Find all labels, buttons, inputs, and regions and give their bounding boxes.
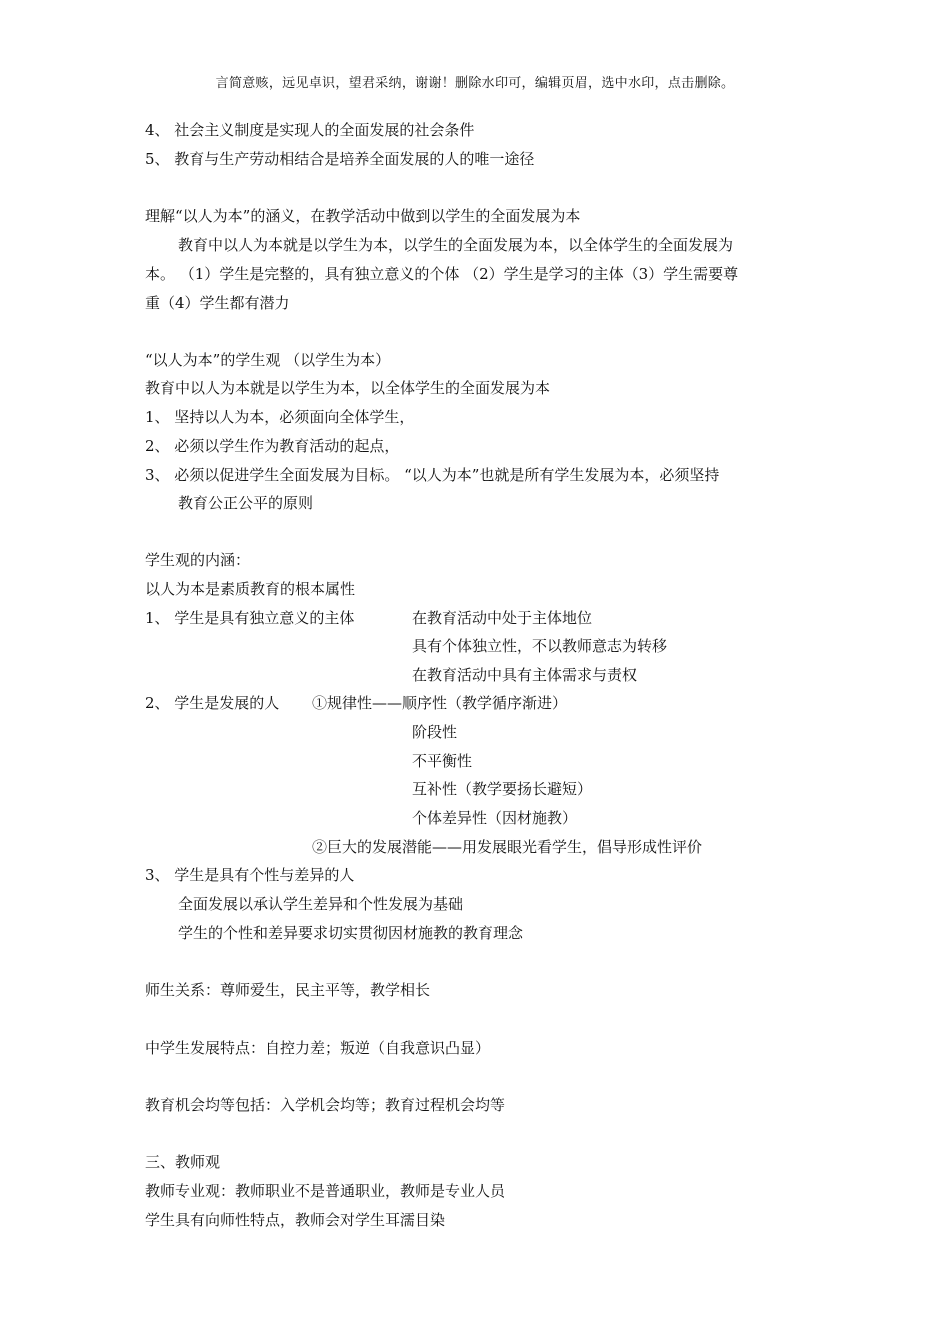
sub-item: 互补性（教学要扬长避短） [412, 780, 593, 798]
list-item: 2、 学生是发展的人 [145, 694, 280, 712]
sub-item: 在教育活动中具有主体需求与责权 [412, 666, 638, 684]
sub-item: 个体差异性（因材施教） [412, 809, 578, 827]
text-line: 教育中以人为本就是以学生为本，以全体学生的全面发展为本 [145, 379, 551, 397]
text-line: 5、 教育与生产劳动相结合是培养全面发展的人的唯一途径 [145, 150, 535, 168]
text-line: 教师专业观：教师职业不是普通职业，教师是专业人员 [145, 1182, 506, 1200]
list-item: 3、 必须以促进学生全面发展为目标。 “以人为本”也就是所有学生发展为本，必须坚持 [145, 466, 720, 484]
sub-item: 学生的个性和差异要求切实贯彻因材施教的教育理念 [178, 924, 524, 942]
sub-item: ①规律性——顺序性（教学循序渐进） [312, 694, 568, 712]
section-heading: 学生观的内涵： [145, 551, 251, 569]
list-item: 2、 必须以学生作为教育活动的起点， [145, 437, 400, 455]
text-line: 4、 社会主义制度是实现人的全面发展的社会条件 [145, 121, 475, 139]
text-line: 学生具有向师性特点，教师会对学生耳濡目染 [145, 1211, 446, 1229]
sub-item: 具有个体独立性，不以教师意志为转移 [412, 637, 668, 655]
text-line: 师生关系：尊师爱生，民主平等，教学相长 [145, 981, 431, 999]
paragraph-line: 教育中以人为本就是以学生为本，以学生的全面发展为本，以全体学生的全面发展为 [178, 236, 734, 254]
list-item: 3、 学生是具有个性与差异的人 [145, 866, 355, 884]
paragraph-line: 本。 （1）学生是完整的，具有独立意义的个体 （2）学生是学习的主体（3）学生需要尊 [145, 265, 739, 283]
text-line: 教育机会均等包括：入学机会均等；教育过程机会均等 [145, 1096, 506, 1114]
text-line: 中学生发展特点：自控力差；叛逆（自我意识凸显） [145, 1039, 491, 1057]
section-heading: 三、教师观 [145, 1153, 221, 1171]
text-line: 以人为本是素质教育的根本属性 [145, 580, 356, 598]
section-heading: “以人为本”的学生观 （以学生为本） [145, 351, 391, 369]
page-header: 言简意赅，远见卓识，望君采纳，谢谢！删除水印可，编辑页眉，选中水印，点击删除。 [215, 76, 735, 91]
sub-item: ②巨大的发展潜能——用发展眼光看学生，倡导形成性评价 [312, 838, 703, 856]
section-heading: 理解“以人为本”的涵义，在教学活动中做到以学生的全面发展为本 [145, 207, 581, 225]
paragraph-line: 重（4）学生都有潜力 [145, 294, 290, 312]
sub-item: 在教育活动中处于主体地位 [412, 609, 593, 627]
sub-item: 全面发展以承认学生差异和个性发展为基础 [178, 895, 464, 913]
list-item: 1、 坚持以人为本，必须面向全体学生， [145, 408, 415, 426]
sub-item: 不平衡性 [412, 752, 473, 770]
sub-item: 阶段性 [412, 723, 458, 741]
list-item-continuation: 教育公正公平的原则 [178, 494, 314, 512]
list-item: 1、 学生是具有独立意义的主体 [145, 609, 355, 627]
